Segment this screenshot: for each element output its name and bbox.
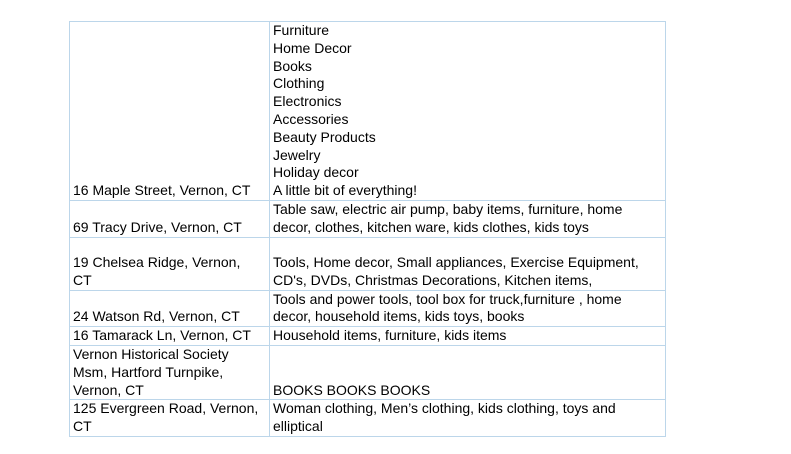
table-row [70,327,666,346]
table-row [70,345,666,399]
address-cell: 16 Tamarack Ln, Vernon, CT [70,327,270,346]
address-cell: 125 Evergreen Road, Vernon, CT [70,400,270,437]
address-cell: 19 Chelsea Ridge, Vernon, CT [70,237,270,290]
items-cell: BOOKS BOOKS BOOKS [270,345,666,399]
items-cell: Household items, furniture, kids items [270,327,666,346]
items-cell: Table saw, electric air pump, baby items, furniture, home decor, clothes, kitchen ware, kids clothes, kids toys [270,200,666,237]
table-row [70,237,666,290]
table-row [70,290,666,327]
sale-listing-table [69,21,666,437]
address-cell: 16 Maple Street, Vernon, CT [70,22,270,201]
items-cell: Woman clothing, Men’s clothing, kids clothing, toys and elliptical [270,400,666,437]
address-cell: 69 Tracy Drive, Vernon, CT [70,200,270,237]
items-cell: Tools and power tools, tool box for truck,furniture , home decor, household items, kids toys, books [270,290,666,327]
table-row [70,400,666,437]
table-row [70,22,666,201]
items-cell: Tools, Home decor, Small appliances, Exercise Equipment, CD's, DVDs, Christmas Decorations, Kitchen items, [270,237,666,290]
items-cell: Furniture Home Decor Books Clothing Electronics Accessories Beauty Products Jewelry Holiday decor A little bit of everything! [270,22,666,201]
address-cell: 24 Watson Rd, Vernon, CT [70,290,270,327]
table-row [70,200,666,237]
address-cell: Vernon Historical Society Msm, Hartford Turnpike, Vernon, CT [70,345,270,399]
